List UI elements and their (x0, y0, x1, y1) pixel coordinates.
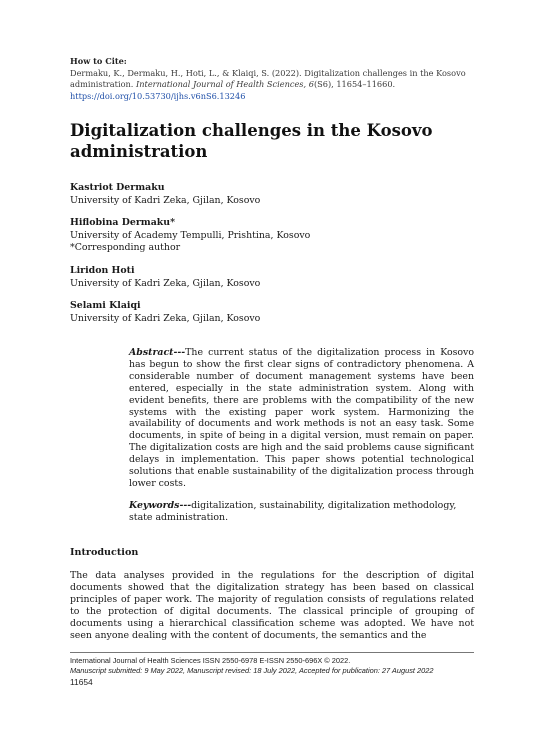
keywords (129, 500, 474, 524)
footer-journal-info: International Journal of Health Sciences ISSN 2550-6978 E-ISSN 2550-696X © 2022. (70, 656, 351, 665)
keywords-label: Keywords--- (129, 500, 192, 511)
citation-text (70, 68, 480, 91)
corresponding-author-note: *Corresponding author (70, 242, 181, 253)
abstract-text: The current status of the digitalization process in Kosovo has begun to show the first clear signs of contradictory phenomena. A considerable number of document management systems have been entered, especially in the state administration system. Along with evident benefits, there are problems with the compatibility of the new systems with the existing paper work system. Harmonizing the availability of documents and work methods is not an easy task. Some documents, in spite of being in a digital version, must remain on paper. The digitalization costs are high and the said problems cause significant delays in implementation. This paper shows potential technological solutions that enable sustainability of the digitalization process through lower costs. (129, 347, 474, 489)
footer-manuscript-dates: Manuscript submitted: 9 May 2022, Manuscript revised: 18 July 2022, Accepted for publication: 27 August 2022 (70, 666, 434, 675)
author-affiliation: University of Kadri Zeka, Gjilan, Kosovo (70, 194, 261, 206)
author-name: Hiflobina Dermaku* (70, 217, 176, 228)
author-block (70, 265, 480, 290)
introduction-paragraph: The data analyses provided in the regulations for the description of digital documents showed that the digitalization strategy has been based on classical principles of paper work. The majority of regulation consists of regulations related to the protection of digital documents. The classical principle of grouping of documents using a hierarchical classification scheme was adopted. We have not seen anyone dealing with the content of documents, the semantics and the (70, 570, 474, 642)
author-affiliation: University of Academy Tempulli, Prishtina, Kosovo (70, 229, 311, 241)
page-number: 11654 (70, 677, 93, 687)
abstract-label: Abstract--- (129, 347, 186, 358)
author-block (70, 217, 480, 255)
author-name: Selami Klaiqi (70, 300, 141, 311)
footer-divider (70, 652, 474, 653)
section-heading-introduction: Introduction (70, 547, 139, 558)
citation-volume: 6 (308, 79, 314, 89)
citation-issue-pages: (S6), 11654–11660. (313, 79, 396, 89)
author-name: Kastriot Dermaku (70, 182, 165, 193)
citation-journal: International Journal of Health Sciences, (136, 79, 307, 89)
keywords-text: digitalization, sustainability, digitalization methodology, state administration. (129, 500, 457, 523)
author-name: Liridon Hoti (70, 265, 135, 276)
citation-authors: Dermaku, K., Dermaku, H., Hoti, L., & Klaiqi, S. (2022). Digitalization challenges in the Kosovo administration. (70, 67, 466, 89)
doi-link[interactable]: https://doi.org/10.53730/ijhs.v6nS6.13246 (70, 90, 246, 101)
paper-title: Digitalization challenges in the Kosovo administration (70, 121, 433, 161)
author-block (70, 300, 480, 325)
author-affiliation: University of Kadri Zeka, Gjilan, Kosovo (70, 277, 261, 289)
citation-heading: How to Cite: (70, 56, 127, 66)
author-block (70, 182, 480, 207)
abstract (129, 347, 474, 490)
author-affiliation: University of Kadri Zeka, Gjilan, Kosovo (70, 312, 261, 324)
citation-block (70, 56, 480, 102)
